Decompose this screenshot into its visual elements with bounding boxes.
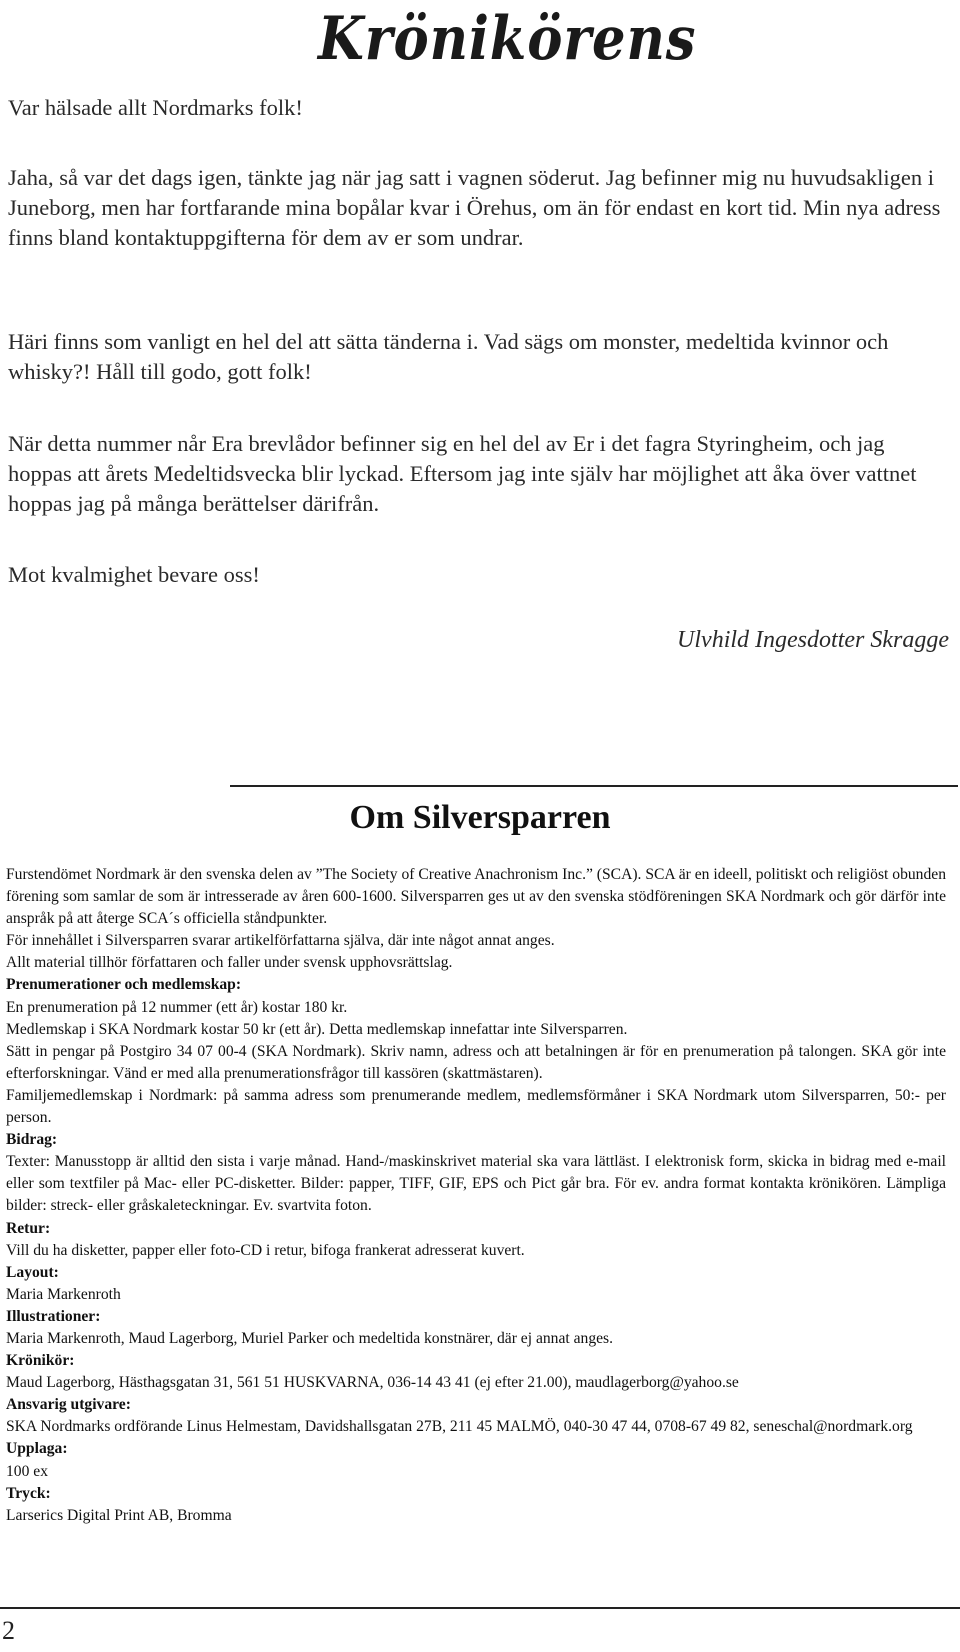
colophon-label: Prenumerationer och medlemskap: (6, 976, 242, 994)
section-heading: Om Silversparren (349, 799, 611, 836)
colophon (6, 864, 946, 1527)
colophon-text: Maria Markenroth (6, 1285, 121, 1303)
letter-paragraph: Jaha, så var det dags igen, tänkte jag när jag satt i vagnen söderut. Jag befinner mig nu huvudsakligen i Juneborg, men har fortfarande mina bopålar kvar i Örehus, om än för endast en kort tid. Min nya adress finns bland kontaktuppgifterna för dem av er som undrar. (8, 165, 941, 250)
colophon-text: Medlemskap i SKA Nordmark kostar 50 kr (ett år). Detta medlemskap innefattar inte Silversparren. (6, 1020, 628, 1038)
colophon-text: Maud Lagerborg, Hästhagsgatan 31, 561 51 HUSKVARNA, 036-14 43 41 (ej efter 21.00), maudlagerborg@yahoo.se (6, 1374, 739, 1392)
colophon-label: Ansvarig utgivare: (6, 1396, 131, 1414)
colophon-text: Sätt in pengar på Postgiro 34 07 00-4 (SKA Nordmark). Skriv namn, adress och att betalningen är för en prenumeration på talongen. SKA gör inte efterforskningar. Vänd er med alla prenumerationsfrågor till kassören (skattmästaren). (6, 1042, 946, 1082)
colophon-text: Familjemedlemskap i Nordmark: på samma adress som prenumerande medlem, medlemsförmåner i SKA Nordmark utom Silversparren, 50:- per person. (6, 1086, 946, 1127)
letter-greeting: Var hälsade allt Nordmarks folk! (8, 95, 303, 120)
colophon-label: Illustrationer: (6, 1307, 101, 1325)
colophon-label: Tryck: (6, 1484, 51, 1502)
colophon-text: 100 ex (6, 1462, 49, 1480)
colophon-text: Vill du ha disketter, papper eller foto-CD i retur, bifoga frankerat adresserat kuvert. (6, 1241, 525, 1259)
colophon-text: Larserics Digital Print AB, Bromma (6, 1506, 232, 1524)
colophon-intro: Furstendömet Nordmark är den svenska delen av ”The Society of Creative Anachronism Inc.” (SCA). SCA är en ideell, politiskt och religiöst obunden förening som samlar de som är intresserade av åren 600-1600. Silversparren ges ut av den svenska stödföreningen SKA Nordmark och gör därför inte anspråk på att återge SCA´s officiella ståndpunkter. (6, 866, 946, 928)
colophon-intro: Allt material tillhör författaren och faller under svensk upphovsrättslag. (6, 954, 453, 972)
colophon-text: Maria Markenroth, Maud Lagerborg, Muriel Parker och medeltida konstnärer, där ej annat anges. (6, 1329, 614, 1347)
letter-signature: Ulvhild Ingesdotter Skragge (677, 627, 949, 653)
colophon-label: Retur: (6, 1219, 51, 1237)
colophon-label: Krönikör: (6, 1352, 75, 1370)
divider (0, 1607, 960, 1609)
colophon-text: En prenumeration på 12 nummer (ett år) kostar 180 kr. (6, 998, 348, 1016)
letter-paragraph: Häri finns som vanligt en hel del att sätta tänderna i. Vad sägs om monster, medeltida kvinnor och whisky?! Håll till godo, gott folk! (8, 329, 889, 384)
letter-paragraph: Mot kvalmighet bevare oss! (8, 562, 260, 587)
colophon-text: SKA Nordmarks ordförande Linus Helmestam, Davidshallsgatan 27B, 211 45 MALMÖ, 040-30 47 44, 0708-67 49 82, seneschal@nordmark.org (6, 1418, 913, 1436)
colophon-label: Layout: (6, 1263, 59, 1281)
page-number: 2 (2, 1616, 15, 1645)
page-title: Krönikörens (318, 4, 697, 74)
colophon-text: Texter: Manusstopp är alltid den sista i varje månad. Hand-/maskinskrivet material ska vara lättläst. I elektronisk form, skicka in bidrag med e-mail eller som textfiler på Mac- eller PC-disketter. Bilder: papper, TIFF, GIF, EPS och Pict går bra. För ev. andra format kontakta krönikören. Lämpliga bilder: streck- eller gråskaleteckningar. Ev. svartvita foton. (6, 1153, 946, 1215)
divider (230, 785, 958, 787)
letter-paragraph: När detta nummer når Era brevlådor befinner sig en hel del av Er i det fagra Styringheim, och jag hoppas att årets Medeltidsvecka blir lyckad. Eftersom jag inte själv har möjlighet att åka över vattnet hoppas jag på många berättelser därifrån. (8, 431, 917, 516)
colophon-label: Upplaga: (6, 1440, 68, 1458)
colophon-intro: För innehållet i Silversparren svarar artikelförfattarna själva, där inte något annat anges. (6, 932, 555, 950)
colophon-label: Bidrag: (6, 1131, 58, 1149)
